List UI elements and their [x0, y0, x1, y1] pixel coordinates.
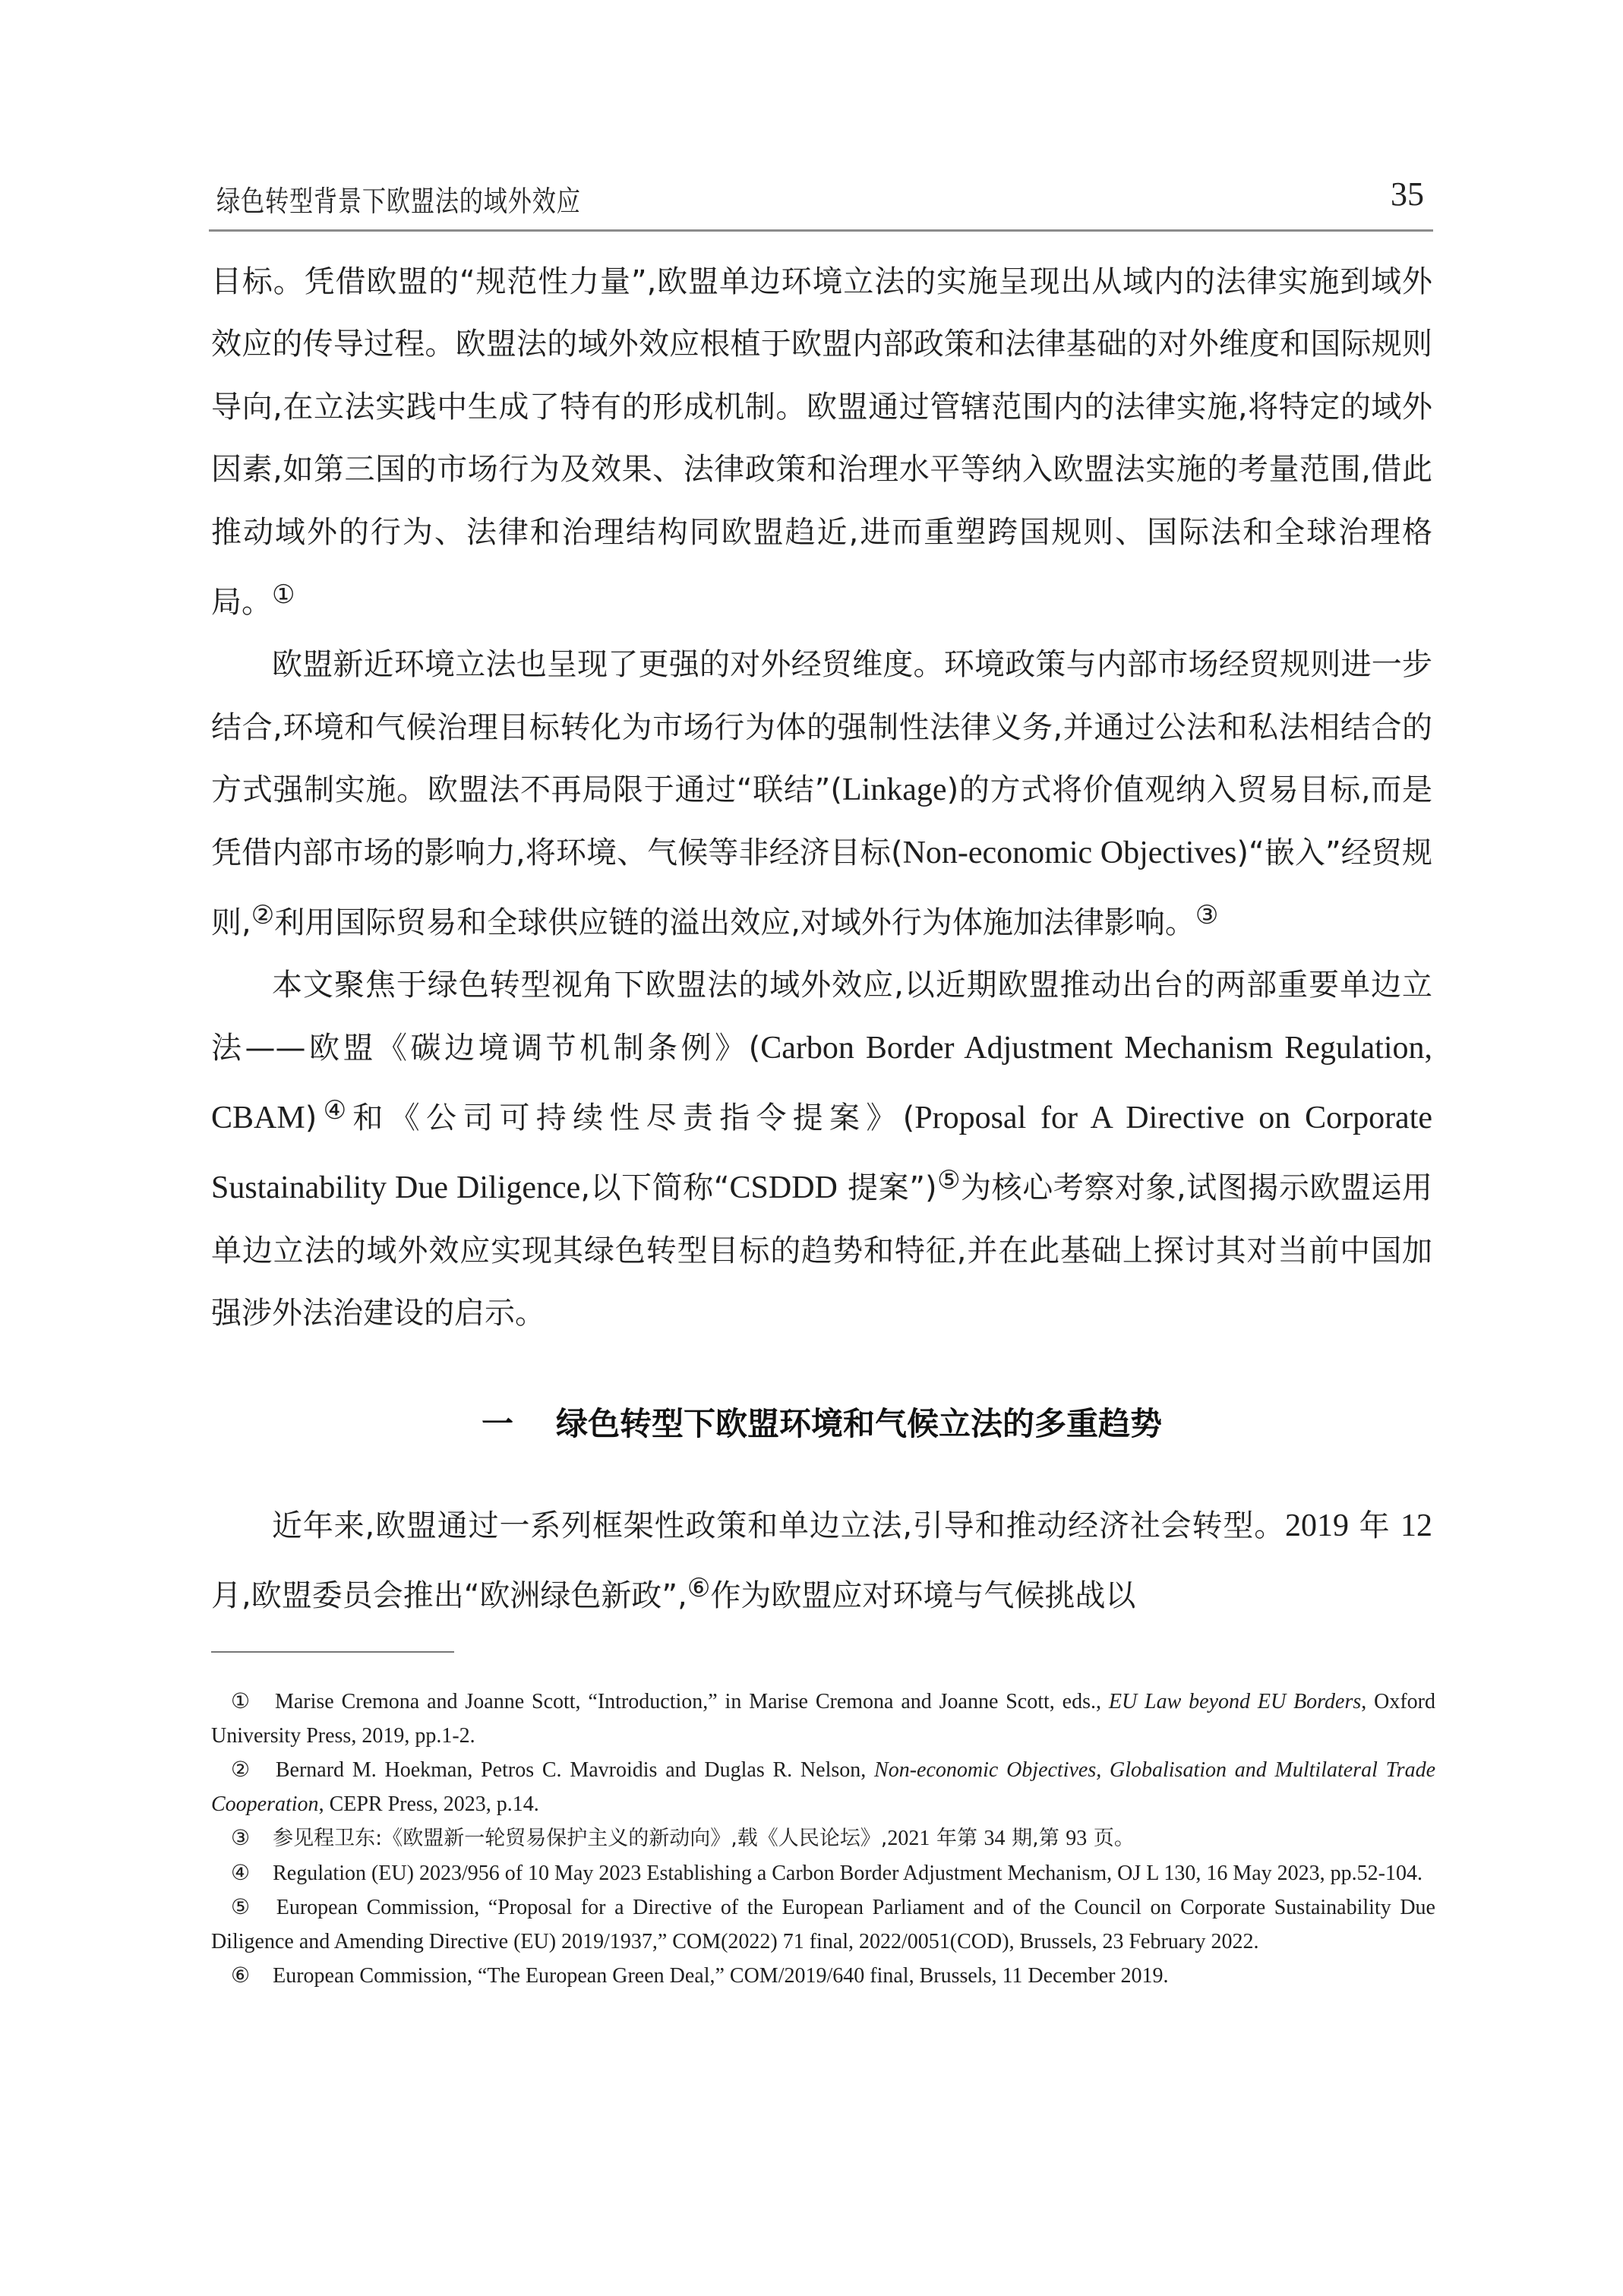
footnote	[211, 1959, 1435, 1994]
text-run: )	[305, 1100, 317, 1135]
text-run: Bernard M. Hoekman, Petros C. Mavroidis and Duglas R. Nelson,	[275, 1758, 875, 1782]
running-head	[209, 175, 1433, 223]
text-run: 利用国际贸易和全球供应链的溢出效应,对域外行为体施加法律影响。	[274, 905, 1195, 940]
text-run: 近年来,欧盟通过一系列框架性政策和单边立法,引导和推动经济社会转型。	[272, 1508, 1286, 1543]
chinese-text: 年第	[930, 1827, 984, 1850]
italic-title: EU Law beyond EU Borders	[1108, 1690, 1362, 1713]
footnote-rule	[211, 1651, 454, 1653]
text-run: 2021	[887, 1827, 930, 1850]
footnote-ref: ③	[1195, 899, 1219, 930]
footnote-marker: ⑥	[231, 1963, 251, 1988]
section-body-text	[211, 1495, 1432, 1628]
text-run: 93	[1066, 1827, 1088, 1850]
chinese-text: 页。	[1087, 1827, 1135, 1850]
latin-text: 12	[1400, 1508, 1432, 1543]
text-run: 和《公司可持续性尽责指令提案》(	[352, 1100, 915, 1135]
text-run: , Oxford University Press, 2019, pp.1-2.	[211, 1690, 1436, 1748]
text-run: )“嵌入”经贸规则,	[211, 835, 1432, 940]
footnote	[211, 1856, 1435, 1891]
running-head-title: 绿色转型背景下欧盟法的域外效应	[216, 185, 581, 218]
text-run: 作为欧盟应对环境与气候挑战以	[710, 1578, 1136, 1614]
text-run: 提案”)	[837, 1170, 937, 1206]
section-title: 绿色转型下欧盟环境和气候立法的多重趋势	[556, 1405, 1163, 1442]
text-run: 为核心考察对象,试图揭示欧盟运用单边立法的域外效应实现其绿色转型目标的趋势和特征,并在此基础上探讨其对当前中国加强涉外法治建设的启示。	[211, 1170, 1433, 1331]
body-text	[211, 251, 1432, 1344]
text-run: Marise Cremona and Joanne Scott, “Introduction,” in Marise Cremona and Joanne Scott, eds.,	[274, 1690, 1109, 1713]
paragraph	[211, 251, 1432, 633]
footnotes	[211, 1685, 1435, 1994]
latin-text: 2019	[1285, 1508, 1350, 1543]
italic-title: Non-economic Objectives, Globalisation and Multilateral Trade Cooperation	[211, 1758, 1435, 1816]
header-rule	[209, 229, 1433, 232]
footnote-ref: ④	[317, 1095, 353, 1126]
latin-text: Non-economic Objectives	[902, 835, 1237, 870]
text-run: 34	[984, 1827, 1006, 1850]
text-run: )的方式将价值观纳入贸易目标,而是凭借内部市场的影响力,将环境、气候等非经济目标(	[211, 772, 1432, 870]
text-run: ,以下简称“	[580, 1170, 730, 1206]
footnote	[211, 1890, 1435, 1959]
latin-text: CSDDD	[729, 1170, 838, 1206]
text-run: 目标。凭借欧盟的“规范性力量”,欧盟单边环境立法的实施呈现出从域内的法律实施到域外效应的传导过程。欧盟法的域外效应根植于欧盟内部政策和法律基础的对外维度和国际规则导向,在立法实践中生成了特有的形成机制。欧盟通过管辖范围内的法律实施,将特定的域外因素,如第三国的市场行为及效果、法律政策和治理水平等纳入欧盟法实施的考量范围,借此推动域外的行为、法律和治理结构同欧盟趋近,进而重塑跨国规则、国际法和全球治理格局。	[211, 264, 1432, 620]
paragraph	[211, 633, 1432, 954]
footnote-marker: ②	[231, 1757, 253, 1782]
text-run: 欧盟新近环境立法也呈现了更强的对外经贸维度。环境政策与内部市场经贸规则进一步结合,环境和气候治理目标转化为市场行为体的强制性法律义务,并通过公法和私法相结合的方式强制实施。欧盟法不再局限于通过“联结”(	[211, 647, 1432, 808]
text-run: Regulation (EU) 2023/956 of 10 May 2023 Establishing a Carbon Border Adjustment Mechanism, OJ L 130, 16 May 2023, pp.52-104.	[273, 1861, 1423, 1885]
text-run: 月,欧盟委员会推出“欧洲绿色新政”,	[211, 1578, 687, 1614]
section-number: 一	[481, 1405, 513, 1442]
chinese-text: 期,第	[1005, 1827, 1066, 1850]
latin-text: Carbon Border Adjustment Mechanism Regulation, CBAM	[211, 1030, 1433, 1135]
footnote-marker: ⑤	[231, 1894, 254, 1919]
footnote-ref: ⑤	[936, 1165, 961, 1196]
footnote	[211, 1753, 1435, 1821]
footnote	[211, 1821, 1435, 1856]
footnote-marker: ③	[231, 1825, 251, 1850]
text-run: 本文聚焦于绿色转型视角下欧盟法的域外效应,以近期欧盟推动出台的两部重要单边立法——欧盟《碳边境调节机制条例》(	[211, 968, 1432, 1066]
footnote-marker: ①	[231, 1688, 252, 1713]
footnote-ref: ②	[251, 899, 275, 930]
latin-text: Proposal for A Directive on Corporate Sustainability Due Diligence	[211, 1100, 1433, 1206]
text-run: European Commission, “Proposal for a Directive of the European Parliament and of the Council on Corporate Sustainability Due Diligence and Amending Directive (EU) 2019/1937,” COM(2022) 71 final, 2022/0051(COD), Brussels, 23 February 2022.	[211, 1896, 1435, 1953]
latin-text: Linkage	[841, 772, 947, 808]
text-run: European Commission, “The European Green Deal,” COM/2019/640 final, Brussels, 11 December 2019.	[273, 1964, 1169, 1988]
text-run: , CEPR Press, 2023, p.14.	[318, 1792, 539, 1816]
paragraph	[211, 954, 1432, 1344]
footnote-ref: ⑥	[687, 1573, 711, 1604]
footnote-marker: ④	[231, 1859, 251, 1885]
paragraph	[211, 1495, 1432, 1628]
page-number: 35	[1391, 175, 1424, 213]
text-run: 年	[1349, 1508, 1400, 1543]
footnote-ref: ①	[272, 580, 295, 611]
chinese-text: 参见程卫东:《欧盟新一轮贸易保护主义的新动向》,载《人民论坛》,	[273, 1827, 888, 1850]
section-heading	[211, 1399, 1432, 1445]
footnote	[211, 1685, 1435, 1753]
